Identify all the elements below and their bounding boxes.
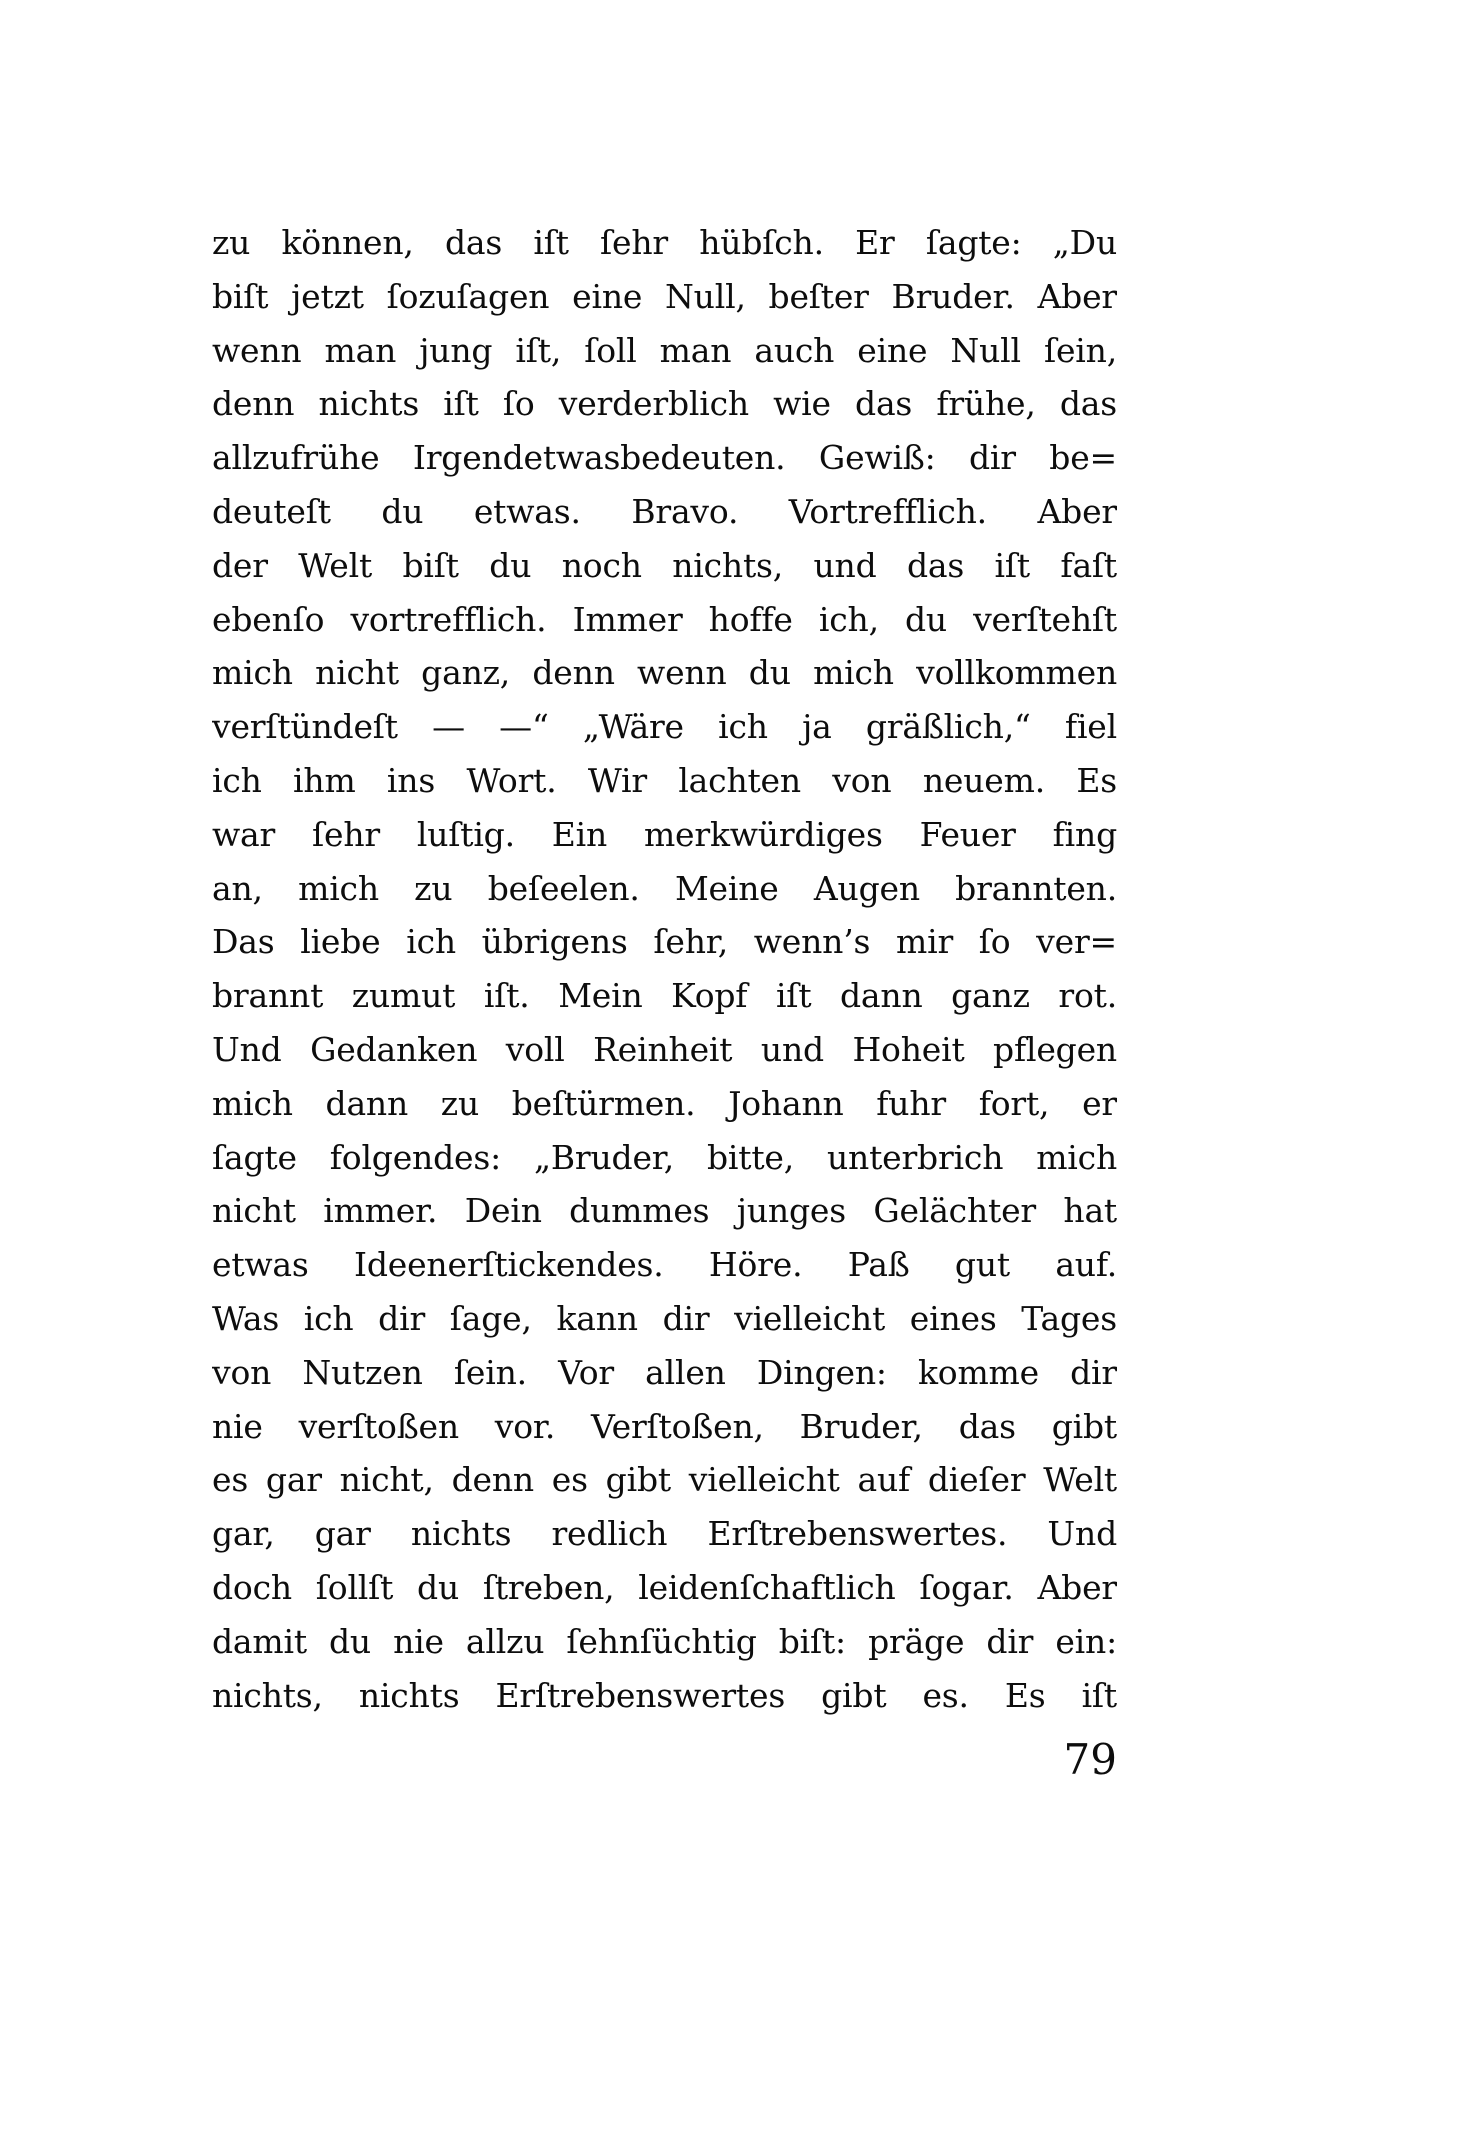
text-line: verſtündeſt — —“ „Wäre ich ja gräßlich,“ fiel	[212, 707, 1117, 747]
text-line: Was ich dir ſage, kann dir vielleicht eines Tages	[212, 1298, 1117, 1338]
text-line: war ſehr luſtig. Ein merkwürdiges Feuer fing	[212, 814, 1117, 854]
text-line: ſagte folgendes: „Bruder, bitte, unterbrich mich	[212, 1137, 1117, 1177]
text-line: doch ſollſt du ſtreben, leidenſchaftlich ſogar. Aber	[212, 1567, 1117, 1607]
text-line: nichts, nichts Erſtrebenswertes gibt es. Es iſt	[212, 1675, 1117, 1715]
text-line: allzufrühe Irgendetwasbedeuten. Gewiß: dir be=	[212, 438, 1117, 478]
page-number: 79	[1063, 1735, 1117, 1784]
text-line: deuteſt du etwas. Bravo. Vortrefflich. Aber	[212, 491, 1117, 531]
text-line: nie verſtoßen vor. Verſtoßen, Bruder, das gibt	[212, 1406, 1117, 1446]
text-line: es gar nicht, denn es gibt vielleicht auf dieſer Welt	[212, 1460, 1117, 1500]
text-line: etwas Ideenerſtickendes. Höre. Paß gut auf.	[212, 1245, 1117, 1285]
text-line: zu können, das iſt ſehr hübſch. Er ſagte: „Du	[212, 223, 1117, 262]
text-line: gar, gar nichts redlich Erſtrebenswertes. Und	[212, 1514, 1117, 1554]
text-line: an, mich zu beſeelen. Meine Augen brannten.	[212, 868, 1117, 908]
text-line: ich ihm ins Wort. Wir lachten von neuem. Es	[212, 760, 1117, 800]
text-line: der Welt biſt du noch nichts, und das iſt faſt	[212, 545, 1117, 585]
text-line: Und Gedanken voll Reinheit und Hoheit pflegen	[212, 1029, 1117, 1069]
text-line: ebenſo vortrefflich. Immer hoffe ich, du verſtehſt	[212, 599, 1117, 639]
text-line: nicht immer. Dein dummes junges Gelächter hat	[212, 1191, 1117, 1231]
text-line: mich nicht ganz, denn wenn du mich vollkommen	[212, 653, 1117, 693]
text-line: brannt zumut iſt. Mein Kopf iſt dann ganz rot.	[212, 976, 1117, 1016]
text-line: denn nichts iſt ſo verderblich wie das frühe, das	[212, 384, 1117, 424]
text-line: mich dann zu beſtürmen. Johann fuhr fort, er	[212, 1083, 1117, 1123]
text-line: damit du nie allzu ſehnſüchtig biſt: präge dir ein:	[212, 1621, 1117, 1661]
text-block	[212, 216, 1117, 1722]
text-line: Das liebe ich übrigens ſehr, wenn’s mir ſo ver=	[212, 922, 1117, 962]
text-line: von Nutzen ſein. Vor allen Dingen: komme dir	[212, 1352, 1117, 1392]
text-line: wenn man jung iſt, ſoll man auch eine Null ſein,	[212, 330, 1117, 370]
text-line: biſt jetzt ſozuſagen eine Null, beſter Bruder. Aber	[212, 276, 1117, 316]
